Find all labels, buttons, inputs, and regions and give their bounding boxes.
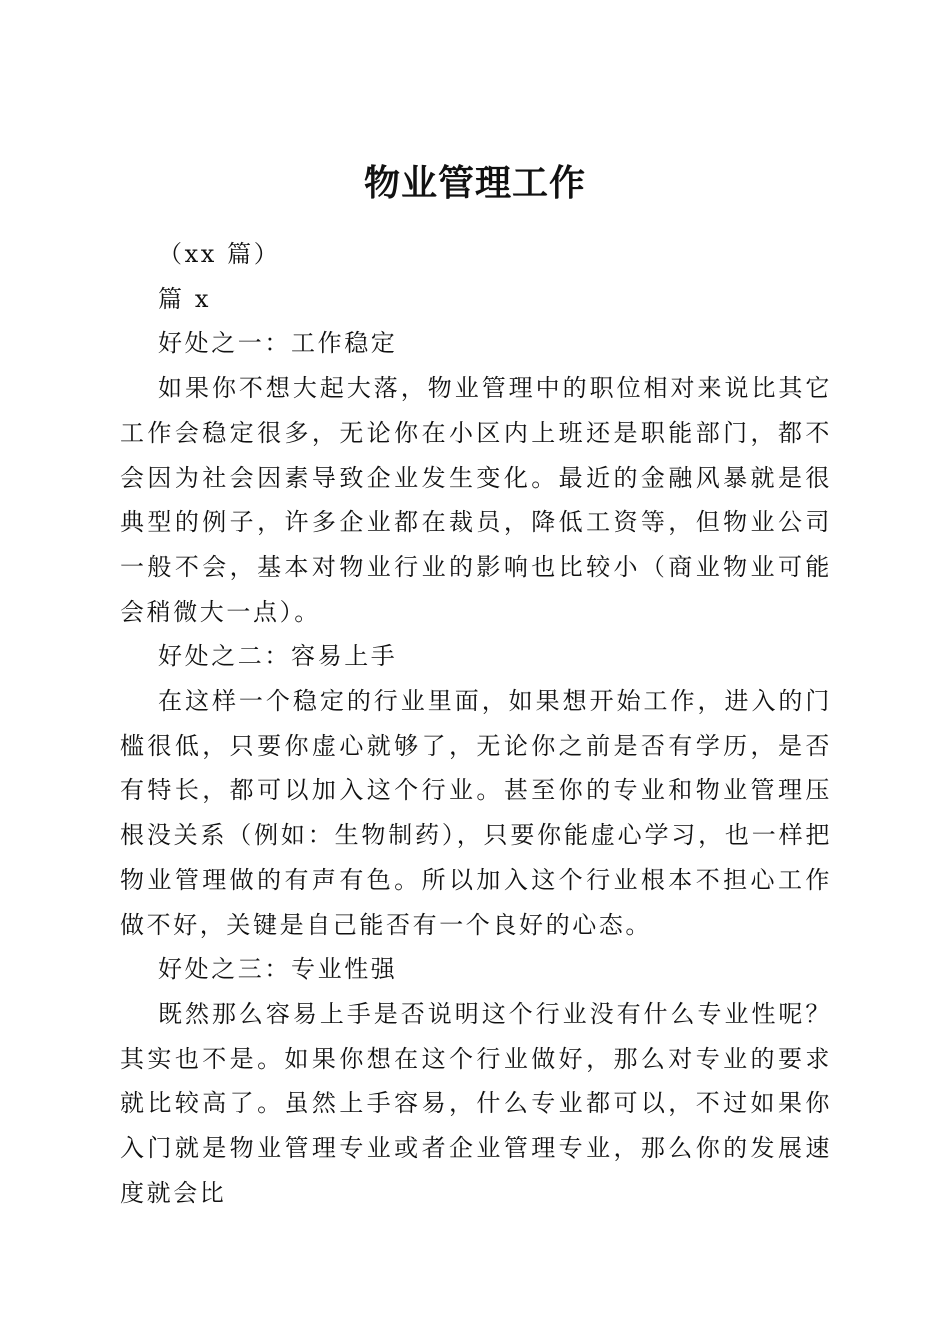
paragraph-benefit-2: 在这样一个稳定的行业里面，如果想开始工作，进入的门槛很低，只要你虚心就够了，无论你之前是否有学历，是否有特长，都可以加入这个行业。甚至你的专业和物业管理压根没关系（例如：生物制药），只要你能虚心学习，也一样把物业管理做的有声有色。所以加入这个行业根本不担心工作做不好，关键是自己能否有一个良好的心态。 xyxy=(120,687,832,939)
heading-benefit-1: 好处之一：工作稳定 xyxy=(158,329,398,358)
paragraph-benefit-3: 既然那么容易上手是否说明这个行业没有什么专业性呢？其实也不是。如果你想在这个行业做好，那么对专业的要求就比较高了。虽然上手容易，什么专业都可以，不过如果你入门就是物业管理专业或者企业管理专业，那么你的发展速度就会比 xyxy=(120,999,832,1207)
heading-benefit-2: 好处之二：容易上手 xyxy=(158,642,398,671)
document-title: 物业管理工作 xyxy=(363,162,586,205)
heading-benefit-3: 好处之三：专业性强 xyxy=(158,955,398,984)
section-label: 篇 x xyxy=(158,284,211,313)
document-body xyxy=(120,232,832,1215)
paragraph-benefit-1: 如果你不想大起大落，物业管理中的职位相对来说比其它工作会稳定很多，无论你在小区内上班还是职能部门，都不会因为社会因素导致企业发生变化。最近的金融风暴就是很典型的例子，许多企业都在裁员，降低工资等，但物业公司一般不会，基本对物业行业的影响也比较小（商业物业可能会稍微大一点）。 xyxy=(120,374,832,626)
paragraph-count-note: （xx 篇） xyxy=(158,240,281,268)
